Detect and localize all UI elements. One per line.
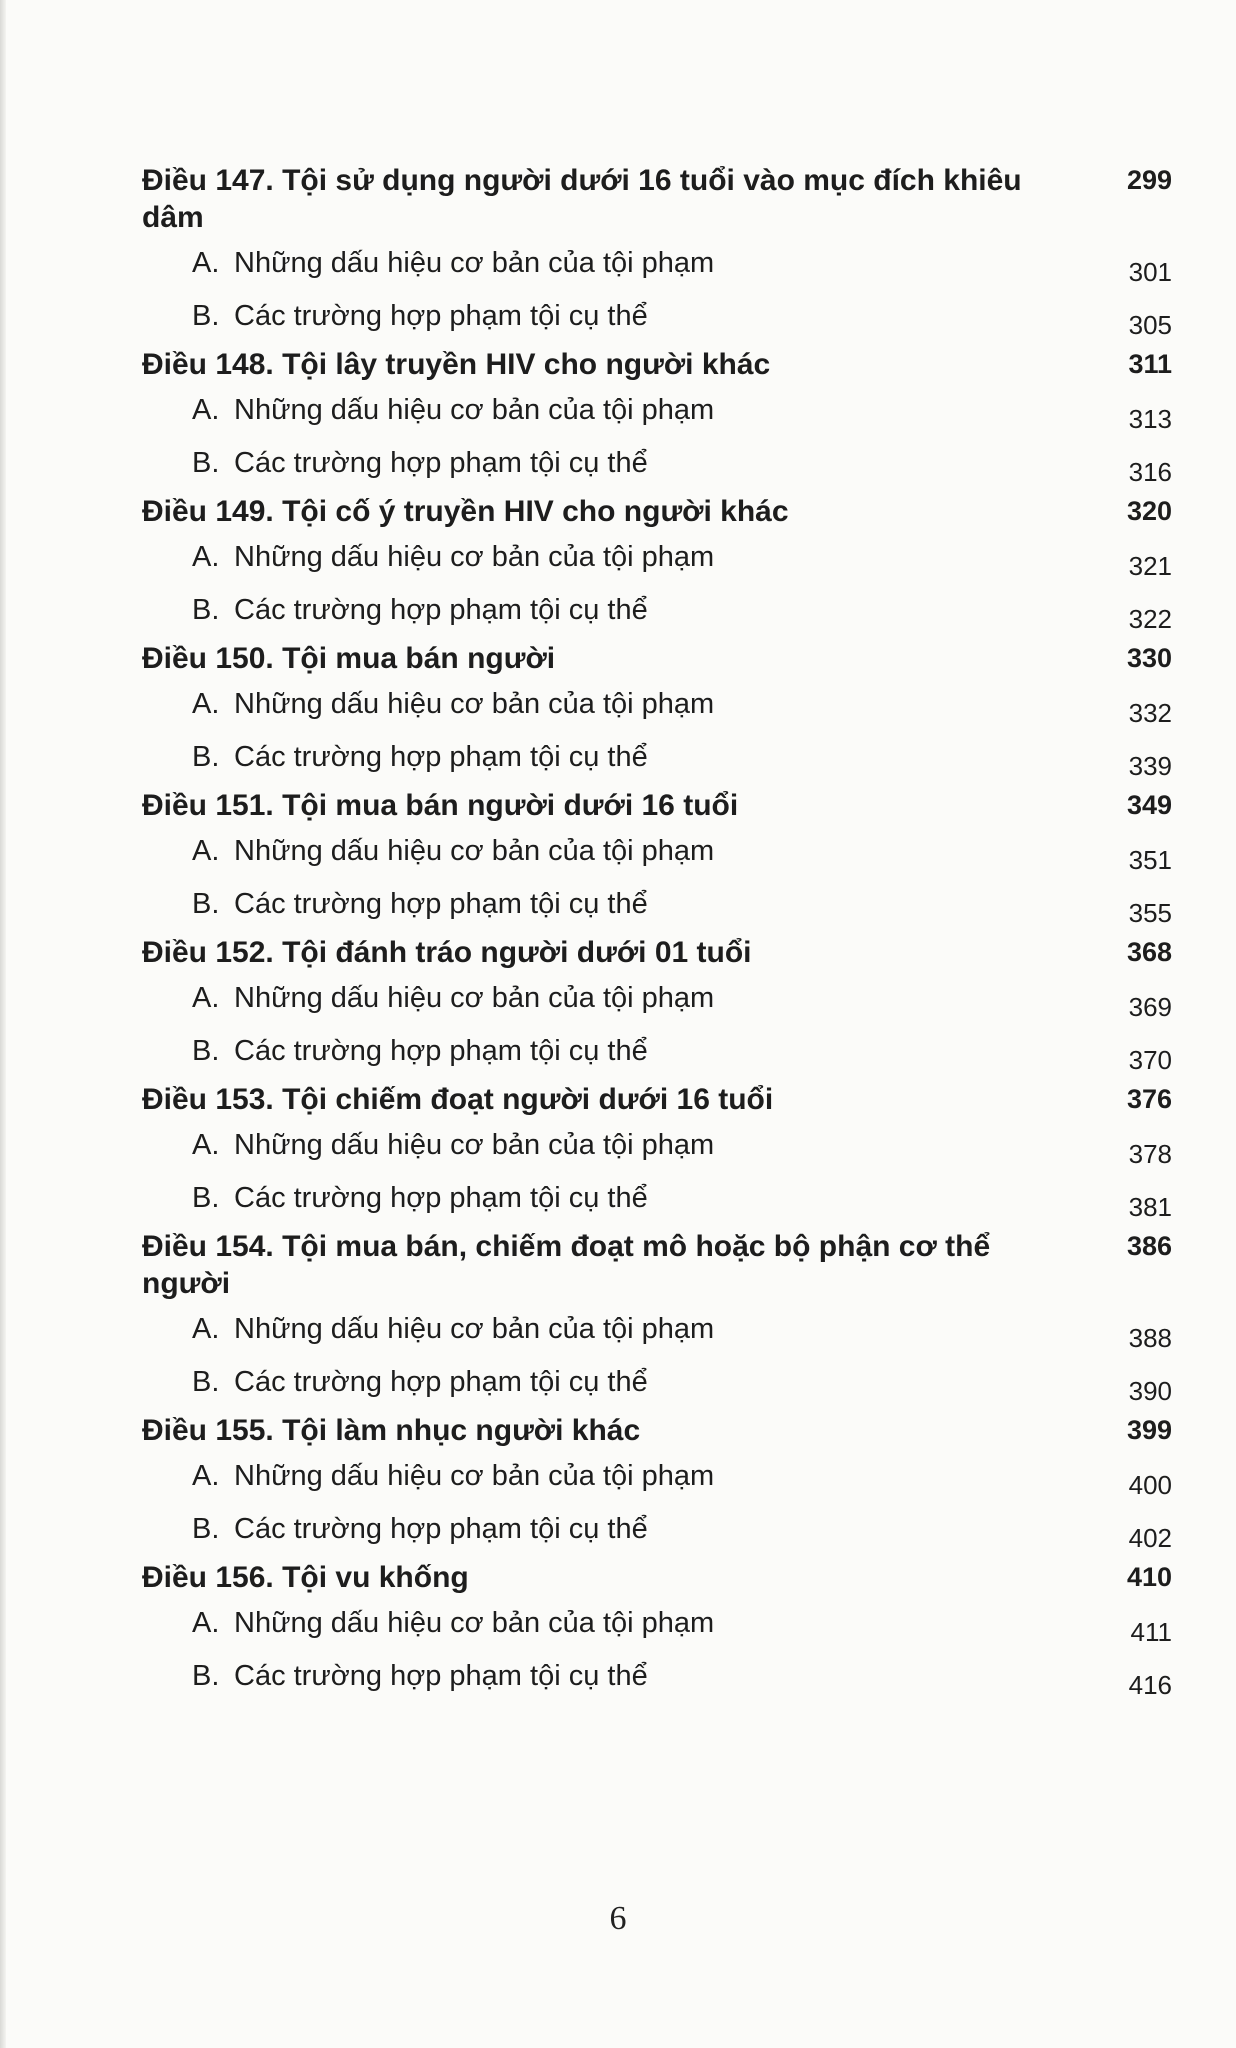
- subsection-page-number: 301: [1128, 257, 1172, 287]
- subsection-row: [142, 1449, 1172, 1502]
- subsection-row: [142, 1649, 1172, 1702]
- subsection-row: [142, 730, 1172, 783]
- article-page-number: 320: [1126, 496, 1172, 526]
- subsection-letter: B.: [192, 1366, 220, 1398]
- subsection-text: Các trường hợp phạm tội cụ thể: [234, 741, 648, 773]
- article-title: Điều 156. Tội vu khống: [142, 1561, 469, 1594]
- subsection-row: [142, 1302, 1172, 1355]
- subsection-row: [142, 383, 1172, 436]
- subsection-letter: B.: [192, 1513, 220, 1545]
- subsection-label: [142, 1511, 648, 1555]
- subsection-text: Các trường hợp phạm tội cụ thể: [234, 594, 648, 626]
- subsection-page-number: 400: [1128, 1470, 1172, 1500]
- subsection-page-number: 339: [1128, 751, 1172, 781]
- subsection-letter: A.: [192, 1460, 220, 1492]
- article-title: Điều 152. Tội đánh tráo người dưới 01 tuổi: [142, 936, 752, 969]
- subsection-label: [142, 1311, 714, 1355]
- subsection-text: Những dấu hiệu cơ bản của tội phạm: [234, 247, 715, 279]
- subsection-text: Các trường hợp phạm tội cụ thể: [234, 1513, 648, 1545]
- subsection-page-number: 355: [1128, 898, 1172, 928]
- article-row: [142, 342, 1172, 383]
- article-row: [142, 1555, 1172, 1596]
- subsection-page-number: 402: [1128, 1523, 1172, 1553]
- subsection-text: Những dấu hiệu cơ bản của tội phạm: [234, 541, 715, 573]
- subsection-text: Các trường hợp phạm tội cụ thể: [234, 1366, 648, 1398]
- subsection-page-number: 378: [1128, 1139, 1172, 1169]
- subsection-page-number: 322: [1128, 604, 1172, 634]
- subsection-label: [142, 686, 714, 730]
- subsection-page-number: 390: [1128, 1376, 1172, 1406]
- article-row: [142, 158, 1172, 236]
- subsection-row: [142, 1355, 1172, 1408]
- article-page-number: 330: [1126, 643, 1172, 673]
- subsection-letter: B.: [192, 300, 220, 332]
- page-edge-shadow: [0, 0, 6, 2048]
- table-of-contents: [142, 158, 1172, 1702]
- article-page-number: 410: [1126, 1562, 1172, 1592]
- subsection-row: [142, 289, 1172, 342]
- subsection-letter: A.: [192, 247, 220, 279]
- subsection-row: [142, 971, 1172, 1024]
- article-title: Điều 150. Tội mua bán người: [142, 642, 556, 675]
- subsection-letter: A.: [192, 982, 220, 1014]
- subsection-label: [142, 445, 648, 489]
- subsection-text: Các trường hợp phạm tội cụ thể: [234, 1660, 648, 1692]
- article-title: Điều 151. Tội mua bán người dưới 16 tuổi: [142, 789, 739, 822]
- subsection-page-number: 411: [1130, 1617, 1172, 1647]
- subsection-text: Những dấu hiệu cơ bản của tội phạm: [234, 1460, 715, 1492]
- article-page-number: 311: [1128, 349, 1172, 379]
- article-row: [142, 1224, 1172, 1302]
- subsection-letter: A.: [192, 688, 220, 720]
- subsection-text: Các trường hợp phạm tội cụ thể: [234, 1035, 648, 1067]
- subsection-row: [142, 824, 1172, 877]
- subsection-row: [142, 436, 1172, 489]
- subsection-text: Những dấu hiệu cơ bản của tội phạm: [234, 835, 715, 867]
- subsection-text: Các trường hợp phạm tội cụ thể: [234, 888, 648, 920]
- subsection-page-number: 381: [1128, 1192, 1172, 1222]
- subsection-label: [142, 539, 714, 583]
- subsection-page-number: 351: [1128, 845, 1172, 875]
- subsection-text: Những dấu hiệu cơ bản của tội phạm: [234, 982, 715, 1014]
- article-title: Điều 149. Tội cố ý truyền HIV cho người khác: [142, 495, 789, 528]
- subsection-row: [142, 1118, 1172, 1171]
- subsection-letter: B.: [192, 1035, 220, 1067]
- toc-entry: [142, 489, 1172, 636]
- subsection-text: Những dấu hiệu cơ bản của tội phạm: [234, 688, 715, 720]
- article-row: [142, 1408, 1172, 1449]
- subsection-row: [142, 1596, 1172, 1649]
- subsection-page-number: 388: [1128, 1323, 1172, 1353]
- subsection-page-number: 332: [1128, 698, 1172, 728]
- subsection-letter: A.: [192, 1607, 220, 1639]
- subsection-label: [142, 833, 714, 877]
- article-page-number: 386: [1126, 1231, 1172, 1261]
- subsection-label: [142, 886, 648, 930]
- article-title: Điều 153. Tội chiếm đoạt người dưới 16 tuổi: [142, 1083, 774, 1116]
- subsection-letter: A.: [192, 1129, 220, 1161]
- toc-entry: [142, 783, 1172, 930]
- subsection-letter: B.: [192, 888, 220, 920]
- subsection-letter: A.: [192, 1313, 220, 1345]
- article-row: [142, 636, 1172, 677]
- subsection-page-number: 369: [1128, 992, 1172, 1022]
- subsection-label: [142, 739, 648, 783]
- toc-entry: [142, 1077, 1172, 1224]
- subsection-label: [142, 592, 648, 636]
- subsection-label: [142, 1127, 714, 1171]
- subsection-text: Các trường hợp phạm tội cụ thể: [234, 300, 648, 332]
- toc-entry: [142, 1555, 1172, 1702]
- article-row: [142, 783, 1172, 824]
- subsection-label: [142, 298, 648, 342]
- subsection-page-number: 370: [1128, 1045, 1172, 1075]
- subsection-text: Những dấu hiệu cơ bản của tội phạm: [234, 1607, 715, 1639]
- subsection-label: [142, 1658, 648, 1702]
- article-title: Điều 148. Tội lây truyền HIV cho người khác: [142, 348, 771, 381]
- article-row: [142, 1077, 1172, 1118]
- subsection-row: [142, 1171, 1172, 1224]
- subsection-page-number: 313: [1128, 404, 1172, 434]
- subsection-page-number: 321: [1128, 551, 1172, 581]
- subsection-label: [142, 392, 714, 436]
- article-title: Điều 147. Tội sử dụng người dưới 16 tuổi vào mục đích khiêu dâm: [142, 164, 1022, 234]
- subsection-letter: A.: [192, 835, 220, 867]
- subsection-page-number: 416: [1128, 1670, 1172, 1700]
- subsection-letter: B.: [192, 1182, 220, 1214]
- subsection-letter: B.: [192, 594, 220, 626]
- subsection-row: [142, 1502, 1172, 1555]
- subsection-letter: B.: [192, 741, 220, 773]
- article-page-number: 376: [1126, 1084, 1172, 1114]
- subsection-text: Các trường hợp phạm tội cụ thể: [234, 1182, 648, 1214]
- subsection-label: [142, 1605, 714, 1649]
- toc-entry: [142, 636, 1172, 783]
- subsection-row: [142, 677, 1172, 730]
- subsection-text: Các trường hợp phạm tội cụ thể: [234, 447, 648, 479]
- subsection-letter: A.: [192, 394, 220, 426]
- article-page-number: 399: [1126, 1415, 1172, 1445]
- subsection-label: [142, 1180, 648, 1224]
- subsection-label: [142, 1033, 648, 1077]
- subsection-letter: A.: [192, 541, 220, 573]
- subsection-label: [142, 1364, 648, 1408]
- subsection-text: Những dấu hiệu cơ bản của tội phạm: [234, 394, 715, 426]
- subsection-label: [142, 980, 714, 1024]
- article-title: Điều 155. Tội làm nhục người khác: [142, 1414, 641, 1447]
- toc-entry: [142, 1224, 1172, 1408]
- toc-entry: [142, 1408, 1172, 1555]
- article-page-number: 368: [1126, 937, 1172, 967]
- article-page-number: 349: [1126, 790, 1172, 820]
- article-page-number: 299: [1126, 165, 1172, 195]
- subsection-text: Những dấu hiệu cơ bản của tội phạm: [234, 1129, 715, 1161]
- toc-entry: [142, 342, 1172, 489]
- subsection-row: [142, 877, 1172, 930]
- subsection-label: [142, 1458, 714, 1502]
- subsection-row: [142, 583, 1172, 636]
- page-number: 6: [609, 1900, 627, 1937]
- subsection-text: Những dấu hiệu cơ bản của tội phạm: [234, 1313, 715, 1345]
- subsection-letter: B.: [192, 1660, 220, 1692]
- toc-entry: [142, 158, 1172, 342]
- subsection-row: [142, 236, 1172, 289]
- article-row: [142, 930, 1172, 971]
- article-row: [142, 489, 1172, 530]
- subsection-page-number: 316: [1128, 457, 1172, 487]
- subsection-row: [142, 1024, 1172, 1077]
- article-title: Điều 154. Tội mua bán, chiếm đoạt mô hoặc bộ phận cơ thể người: [142, 1230, 991, 1300]
- subsection-letter: B.: [192, 447, 220, 479]
- subsection-label: [142, 245, 714, 289]
- subsection-page-number: 305: [1128, 310, 1172, 340]
- toc-entry: [142, 930, 1172, 1077]
- subsection-row: [142, 530, 1172, 583]
